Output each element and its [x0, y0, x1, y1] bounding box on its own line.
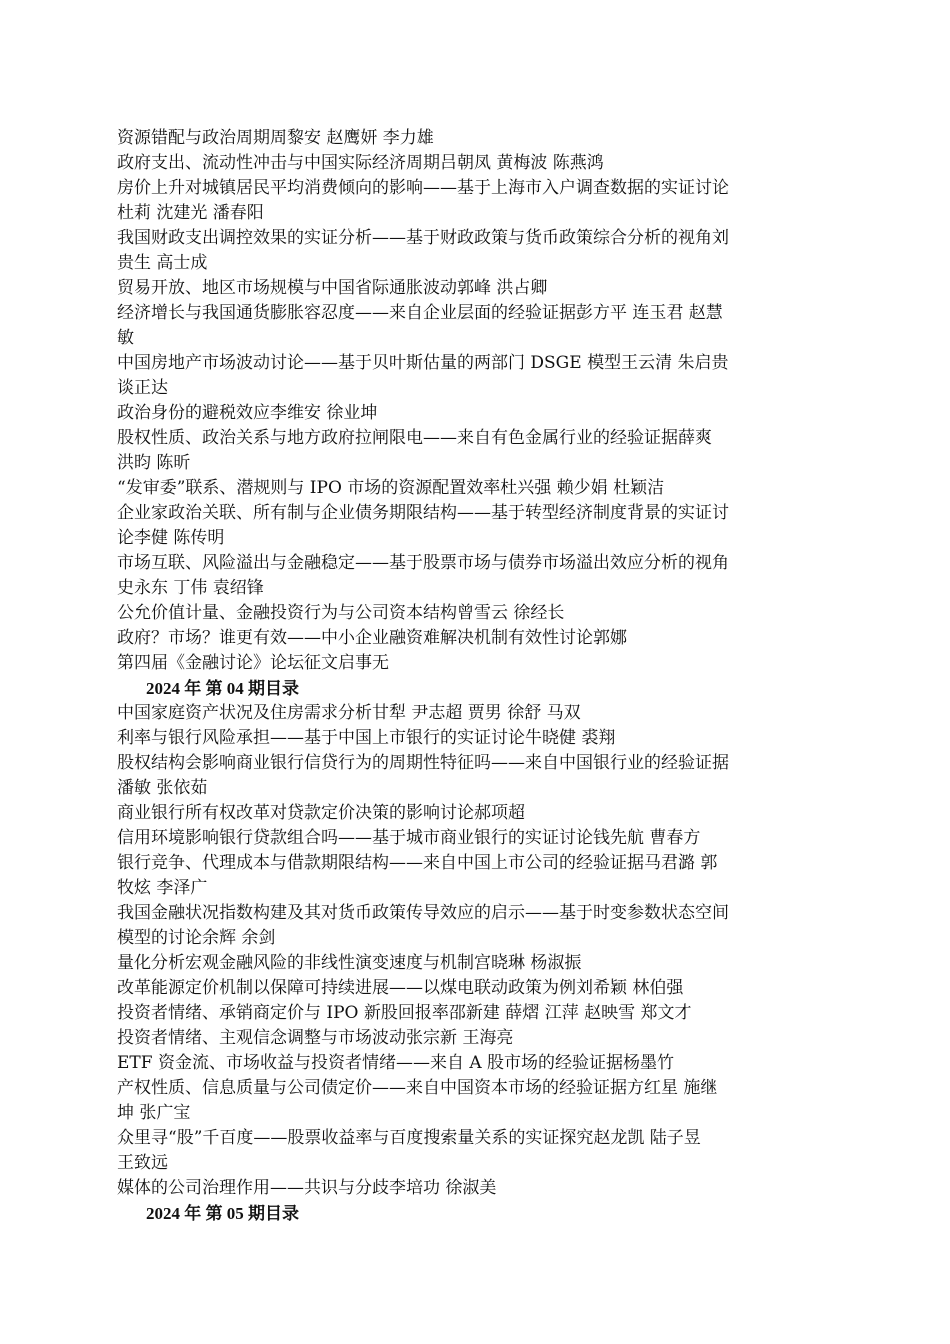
toc-line: 商业银行所有权改革对贷款定价决策的影响讨论郝项超: [117, 803, 525, 823]
document-page: [117, 126, 817, 1226]
toc-line: 量化分析宏观金融风险的非线性演变速度与机制宫晓琳 杨淑振: [117, 953, 582, 973]
toc-line: 股权结构会影响商业银行信贷行为的周期性特征吗——来自中国银行业的经验证据: [117, 753, 729, 773]
issue-heading: 2024 年 第 05 期目录: [146, 1204, 299, 1223]
toc-line: 政治身份的避税效应李维安 徐业坤: [117, 403, 378, 423]
toc-line: 潘敏 张依茹: [117, 778, 208, 798]
toc-line: 利率与银行风险承担——基于中国上市银行的实证讨论牛晓健 裘翔: [117, 728, 616, 748]
toc-line: 投资者情绪、承销商定价与 IPO 新股回报率邵新建 薛熠 江萍 赵映雪 郑文才: [117, 1003, 692, 1023]
toc-line: 产权性质、信息质量与公司债定价——来自中国资本市场的经验证据方红星 施继: [117, 1078, 718, 1098]
toc-line: 资源错配与政治周期周黎安 赵鹰妍 李力雄: [117, 128, 434, 148]
toc-line: 中国房地产市场波动讨论——基于贝叶斯估量的两部门 DSGE 模型王云清 朱启贵: [117, 353, 729, 373]
toc-line: 投资者情绪、主观信念调整与市场波动张宗新 王海亮: [117, 1028, 514, 1048]
toc-line: 论李健 陈传明: [117, 528, 225, 548]
toc-line: “发审委”联系、潜规则与 IPO 市场的资源配置效率杜兴强 赖少娟 杜颖洁: [117, 478, 665, 498]
table-of-contents: [117, 126, 817, 1226]
toc-line: 我国金融状况指数构建及其对货币政策传导效应的启示——基于时变参数状态空间: [117, 903, 729, 923]
toc-line: 贵生 高士成: [117, 253, 208, 273]
toc-line: 坤 张广宝: [117, 1103, 191, 1123]
toc-line: 杜莉 沈建光 潘春阳: [117, 203, 264, 223]
toc-line: 我国财政支出调控效果的实证分析——基于财政政策与货币政策综合分析的视角刘: [117, 228, 729, 248]
toc-line: 企业家政治关联、所有制与企业债务期限结构——基于转型经济制度背景的实证讨: [117, 503, 729, 523]
toc-line: 中国家庭资产状况及住房需求分析甘犁 尹志超 贾男 徐舒 马双: [117, 703, 581, 723]
toc-line: 牧炫 李泽广: [117, 878, 208, 898]
toc-line: 银行竞争、代理成本与借款期限结构——来自中国上市公司的经验证据马君潞 郭: [117, 853, 718, 873]
toc-line: 股权性质、政治关系与地方政府拉闸限电——来自有色金属行业的经验证据薛爽: [117, 428, 712, 448]
toc-line: 洪昀 陈昕: [117, 453, 191, 473]
toc-line: 第四届《金融讨论》论坛征文启事无: [117, 653, 389, 673]
toc-line: 谈正达: [117, 378, 168, 398]
toc-line: 经济增长与我国通货膨胀容忍度——来自企业层面的经验证据彭方平 连玉君 赵慧: [117, 303, 723, 323]
toc-line: ETF 资金流、市场收益与投资者情绪——来自 A 股市场的经验证据杨墨竹: [117, 1053, 675, 1073]
toc-line: 敏: [117, 328, 134, 348]
toc-line: 公允价值计量、金融投资行为与公司资本结构曾雪云 徐经长: [117, 603, 565, 623]
toc-line: 信用环境影响银行贷款组合吗——基于城市商业银行的实证讨论钱先航 曹春方: [117, 828, 701, 848]
toc-line: 众里寻“股”千百度——股票收益率与百度搜索量关系的实证探究赵龙凯 陆子昱: [117, 1128, 701, 1148]
toc-line: 市场互联、风险溢出与金融稳定——基于股票市场与债券市场溢出效应分析的视角: [117, 553, 729, 573]
toc-line: 政府？市场？谁更有效——中小企业融资难解决机制有效性讨论郭娜: [117, 628, 627, 648]
toc-line: 贸易开放、地区市场规模与中国省际通胀波动郭峰 洪占卿: [117, 278, 548, 298]
toc-line: 媒体的公司治理作用——共识与分歧李培功 徐淑美: [117, 1178, 497, 1198]
toc-line: 王致远: [117, 1153, 168, 1173]
issue-heading: 2024 年 第 04 期目录: [146, 679, 299, 698]
toc-line: 史永东 丁伟 袁绍锋: [117, 578, 264, 598]
toc-line: 改革能源定价机制以保障可持续进展——以煤电联动政策为例刘希颖 林伯强: [117, 978, 684, 998]
toc-line: 模型的讨论余辉 余剑: [117, 928, 276, 948]
toc-line: 房价上升对城镇居民平均消费倾向的影响——基于上海市入户调查数据的实证讨论: [117, 178, 729, 198]
toc-line: 政府支出、流动性冲击与中国实际经济周期吕朝凤 黄梅波 陈燕鸿: [117, 153, 604, 173]
